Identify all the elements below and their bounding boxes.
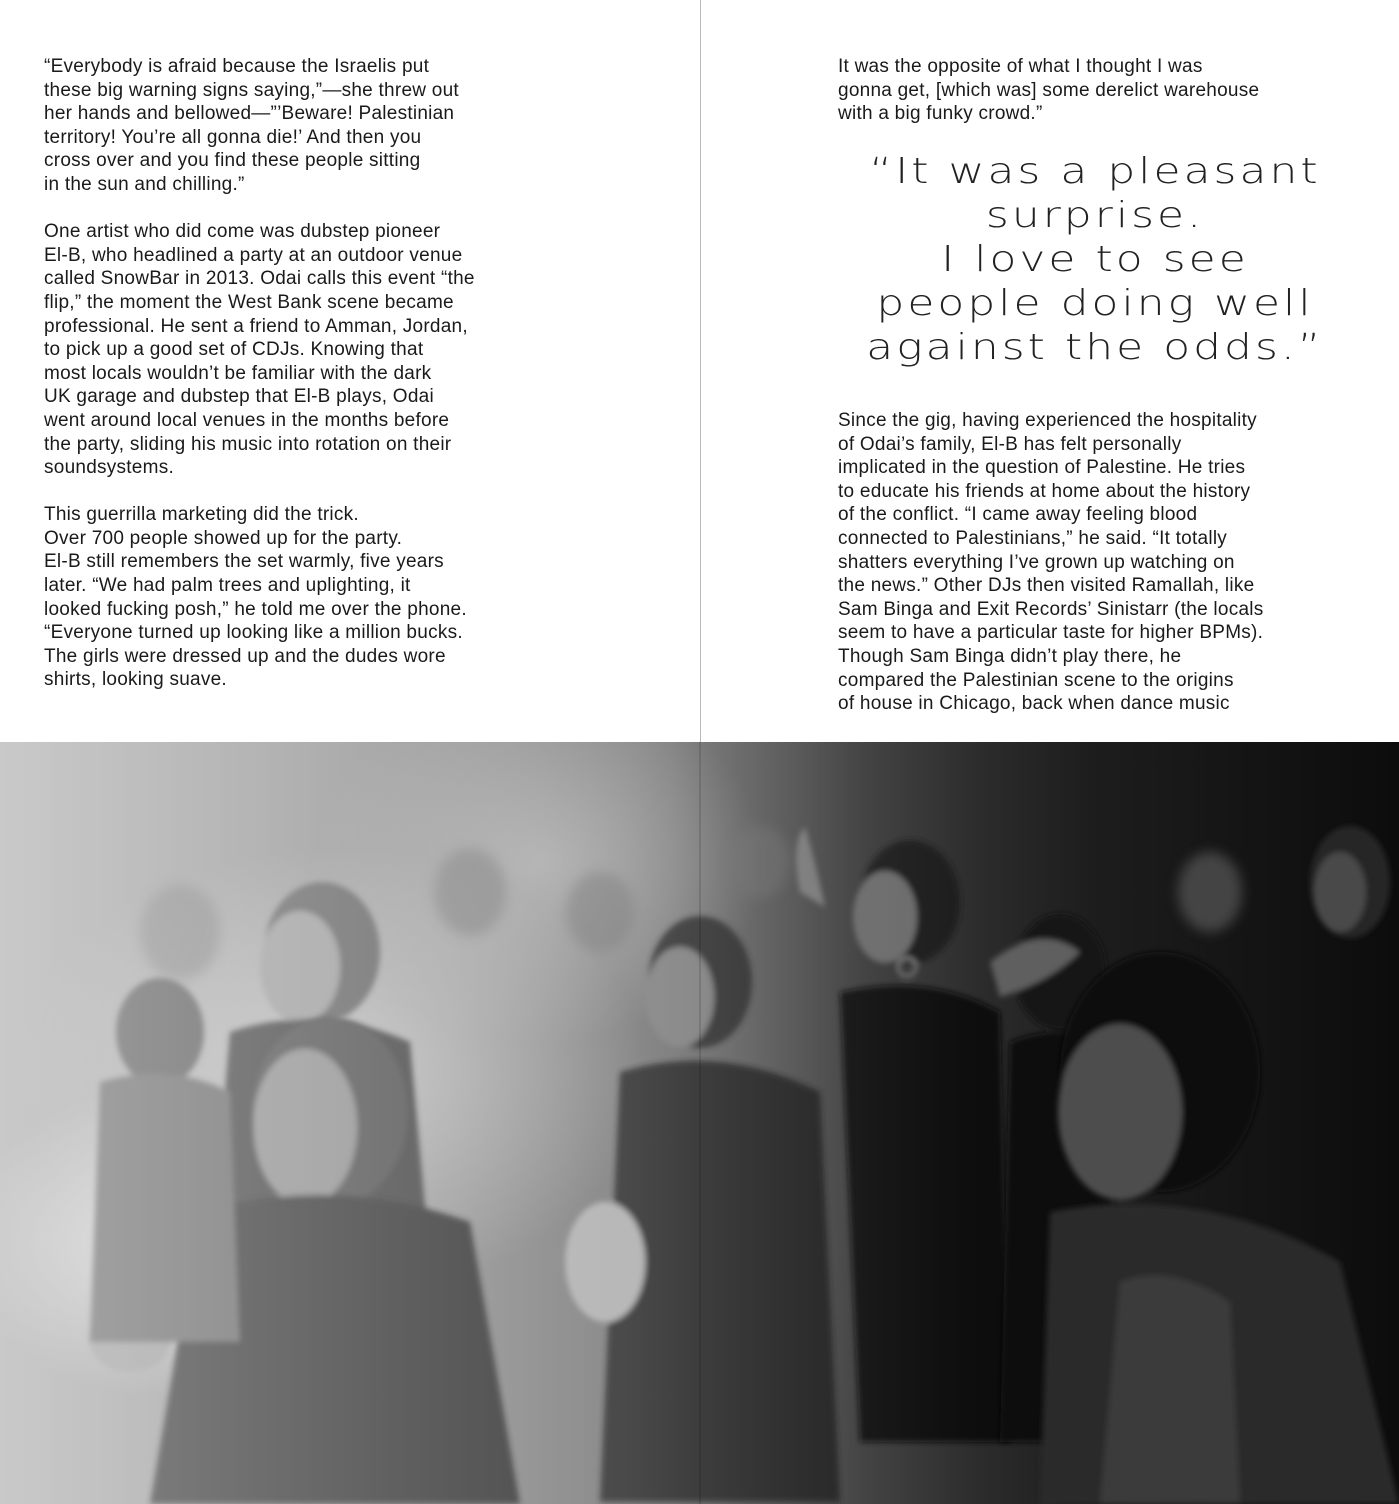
text-line: shirts, looking suave.: [44, 669, 227, 691]
crowd-silhouettes: [0, 742, 1399, 1504]
text-line: It was the opposite of what I thought I was: [838, 56, 1203, 77]
text-line: to educate his friends at home about the history: [838, 480, 1251, 502]
text-line: implicated in the question of Palestine. He tries: [838, 457, 1246, 479]
text-line: of Odai’s family, El-B has felt personally: [838, 433, 1182, 455]
text-line: these big warning signs saying,”—she threw out: [44, 79, 459, 101]
paragraph-2: [44, 220, 674, 480]
text-line: compared the Palestinian scene to the origins: [838, 669, 1234, 691]
text-line: territory! You’re all gonna die!’ And then you: [44, 126, 422, 148]
right-text-column-body: [838, 409, 1378, 716]
text-line: Over 700 people showed up for the party.: [44, 527, 403, 549]
pull-quote-line: against the odds.”: [866, 327, 1324, 368]
text-line: Since the gig, having experienced the hospitality: [838, 410, 1257, 431]
left-text-column: [44, 55, 674, 716]
text-line: This guerrilla marketing did the trick.: [44, 504, 359, 526]
text-line: gonna get, [which was] some derelict warehouse: [838, 79, 1260, 101]
text-line: UK garage and dubstep that El-B plays, Odai: [44, 386, 434, 408]
text-line: later. “We had palm trees and uplighting, it: [44, 575, 411, 597]
text-line: in the sun and chilling.”: [44, 173, 245, 195]
text-line: with a big funky crowd.”: [838, 103, 1043, 125]
text-line: professional. He sent a friend to Amman, Jordan,: [44, 315, 468, 337]
pull-quote-line: surprise.: [985, 195, 1205, 236]
text-line: most locals wouldn’t be familiar with the dark: [44, 362, 432, 384]
text-line: of house in Chicago, back when dance music: [838, 693, 1230, 715]
text-line: of the conflict. “I came away feeling blood: [838, 504, 1198, 526]
right-text-column-intro: [838, 55, 1378, 126]
text-line: her hands and bellowed—”’Beware! Palestinian: [44, 103, 455, 125]
pull-quote-line: people doing well: [876, 283, 1314, 324]
paragraph-3: [44, 503, 674, 692]
text-line: “Everybody is afraid because the Israelis put: [44, 56, 430, 77]
text-line: to pick up a good set of CDJs. Knowing that: [44, 339, 424, 361]
text-line: cross over and you find these people sitting: [44, 150, 421, 172]
text-line: soundsystems.: [44, 457, 174, 479]
text-line: flip,” the moment the West Bank scene became: [44, 291, 454, 313]
pull-quote-line: I love to see: [941, 239, 1249, 280]
text-line: Sam Binga and Exit Records’ Sinistarr (the locals: [838, 598, 1264, 620]
text-line: El-B, who headlined a party at an outdoor venue: [44, 244, 463, 266]
page-gutter: [700, 0, 701, 742]
text-line: called SnowBar in 2013. Odai calls this event “the: [44, 268, 475, 290]
text-line: El-B still remembers the set warmly, five years: [44, 551, 444, 573]
pull-quote-line: “It was a pleasant: [869, 151, 1321, 192]
text-line: The girls were dressed up and the dudes wore: [44, 645, 446, 667]
text-line: looked fucking posh,” he told me over the phone.: [44, 598, 467, 620]
text-line: the news.” Other DJs then visited Ramallah, like: [838, 575, 1255, 597]
text-line: the party, sliding his music into rotation on their: [44, 433, 452, 455]
text-line: “Everyone turned up looking like a million bucks.: [44, 622, 463, 644]
paragraph-1: [44, 55, 674, 197]
text-line: shatters everything I’ve grown up watching on: [838, 551, 1235, 573]
text-line: One artist who did come was dubstep pioneer: [44, 221, 441, 243]
text-line: went around local venues in the months before: [44, 409, 450, 431]
text-line: Though Sam Binga didn’t play there, he: [838, 645, 1182, 667]
crowd-photo: [0, 742, 1399, 1504]
pull-quote: [735, 150, 1399, 370]
text-line: seem to have a particular taste for higher BPMs).: [838, 622, 1264, 644]
text-line: connected to Palestinians,” he said. “It totally: [838, 527, 1228, 549]
